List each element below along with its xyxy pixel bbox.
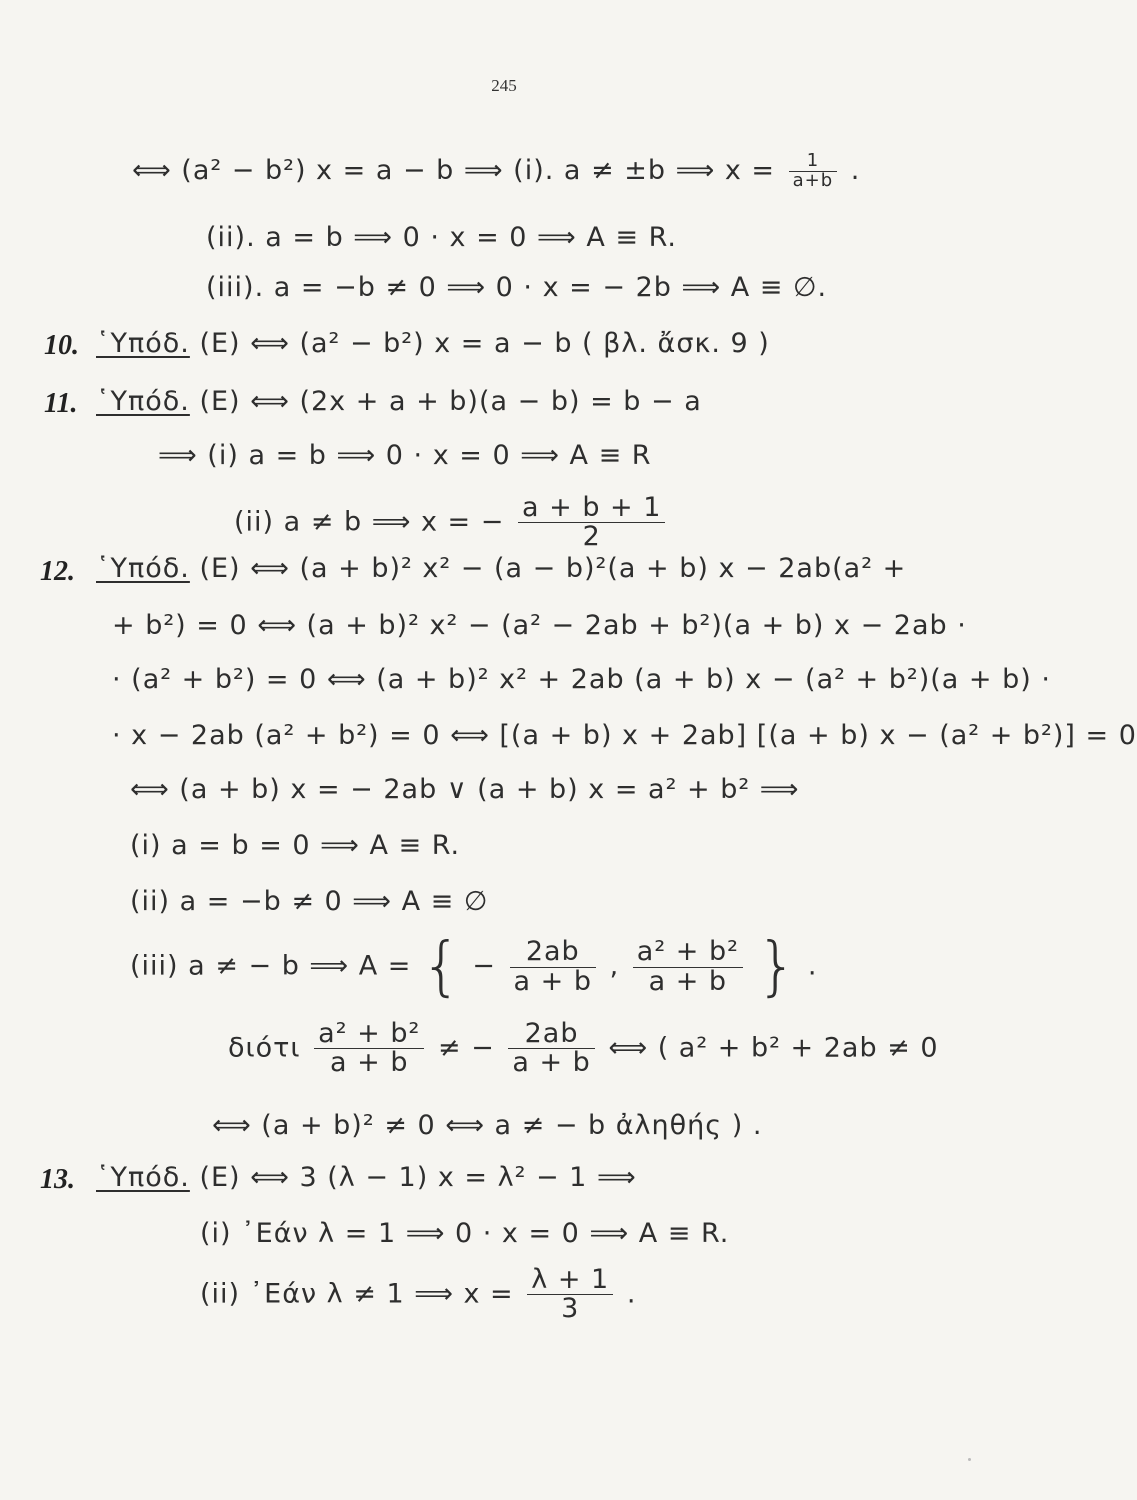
- equation-text: .: [626, 1278, 637, 1310]
- equation-text: (ii) ᾽Εάν λ ≠ 1 ⟹ x =: [200, 1278, 514, 1310]
- fraction-denominator: a + b: [513, 965, 592, 997]
- equation-text: (iii) a ≠ − b ⟹ A =: [130, 950, 412, 982]
- fraction-denominator: a + b: [512, 1047, 591, 1079]
- equation-line: (iii). a = −b ≠ 0 ⟹ 0 · x = − 2b ⟹ A ≡ ∅.: [206, 272, 828, 303]
- equation-text: .: [850, 154, 861, 186]
- equation-line: (ii) a = −b ≠ 0 ⟹ A ≡ ∅: [130, 886, 489, 917]
- equation-text: (ii) a ≠ b ⟹ x = −: [234, 506, 505, 538]
- equation-line: ⟹ (i) a = b ⟹ 0 · x = 0 ⟹ A ≡ R: [158, 440, 652, 471]
- equation-line: (i) a = b = 0 ⟹ A ≡ R.: [130, 830, 461, 861]
- exercise-number: 11.: [44, 388, 78, 419]
- fraction: [518, 494, 665, 552]
- equation-line: · (a² + b²) = 0 ⟺ (a + b)² x² + 2ab (a + b) x − (a² + b²)(a + b) ·: [112, 664, 1051, 695]
- equation-text: (E) ⟺ 3 (λ − 1) x = λ² − 1 ⟹: [199, 1162, 637, 1193]
- page-number: 245: [491, 76, 517, 95]
- equation-text: .: [807, 950, 818, 982]
- equation-line: (ii). a = b ⟹ 0 · x = 0 ⟹ A ≡ R.: [206, 222, 677, 253]
- equation-text: ⟺ (a² − b²) x = a − b ⟹ (i). a ≠ ±b ⟹ x =: [132, 154, 776, 186]
- equation-text: ≠ −: [437, 1032, 495, 1064]
- exercise-number: 13.: [40, 1164, 75, 1195]
- fraction-numerator: 2ab: [510, 938, 596, 967]
- fraction: [314, 1020, 424, 1078]
- fraction: [508, 1020, 594, 1078]
- fraction-numerator: 2ab: [508, 1020, 594, 1049]
- exercise-number: 10.: [44, 330, 79, 361]
- equation-line: [96, 1162, 637, 1193]
- equation-line: · x − 2ab (a² + b²) = 0 ⟺ [(a + b) x + 2ab] [(a + b) x − (a² + b²)] = 0: [112, 720, 1137, 751]
- equation-text: (E) ⟺ (a² − b²) x = a − b ( βλ. ἄσκ. 9 ): [199, 328, 770, 359]
- equation-line: (i) ᾽Εάν λ = 1 ⟹ 0 · x = 0 ⟹ A ≡ R.: [200, 1218, 730, 1249]
- equation-line: [228, 1020, 939, 1078]
- hint-heading: ῾Υπόδ.: [96, 386, 190, 417]
- fraction-denominator: 3: [561, 1293, 580, 1325]
- fraction-denominator: a + b: [648, 965, 728, 997]
- hint-heading: ῾Υπόδ.: [96, 553, 190, 584]
- hint-heading: ῾Υπόδ.: [96, 328, 190, 359]
- fraction-numerator: a + b + 1: [518, 494, 665, 523]
- fraction: [789, 152, 838, 191]
- fraction: [510, 938, 596, 996]
- equation-text: διότι: [228, 1032, 301, 1064]
- right-brace: }: [756, 930, 799, 1004]
- equation-line: [96, 553, 906, 584]
- fraction-denominator: a + b: [329, 1047, 409, 1079]
- equation-text: ⟺ ( a² + b² + 2ab ≠ 0: [608, 1032, 939, 1064]
- equation-text: −: [472, 950, 496, 982]
- fraction-numerator: λ + 1: [527, 1266, 613, 1295]
- equation-line: [132, 152, 860, 191]
- fraction-numerator: 1: [789, 152, 838, 172]
- fraction: [527, 1266, 613, 1324]
- equation-line: ⟺ (a + b)² ≠ 0 ⟺ a ≠ − b ἀληθής ) .: [212, 1110, 763, 1141]
- equation-line: [200, 1266, 636, 1324]
- hint-heading: ῾Υπόδ.: [96, 1162, 190, 1193]
- fraction: [633, 938, 743, 996]
- exercise-number: 12.: [40, 556, 75, 587]
- equation-line: [130, 930, 817, 1004]
- left-brace: {: [420, 930, 463, 1004]
- fraction-numerator: a² + b²: [314, 1020, 424, 1049]
- equation-line: ⟺ (a + b) x = − 2ab ∨ (a + b) x = a² + b² ⟹: [130, 774, 800, 805]
- equation-text: ,: [609, 950, 620, 982]
- equation-text: (E) ⟺ (2x + a + b)(a − b) = b − a: [199, 386, 702, 417]
- fraction-denominator: a+b: [792, 169, 834, 191]
- fraction-numerator: a² + b²: [633, 938, 743, 967]
- equation-line: [96, 386, 702, 417]
- equation-line: [96, 328, 770, 359]
- equation-line: + b²) = 0 ⟺ (a + b)² x² − (a² − 2ab + b²)(a + b) x − 2ab ·: [112, 610, 967, 641]
- paper-speck: [968, 1458, 971, 1461]
- equation-line: [234, 494, 669, 552]
- fraction-denominator: 2: [582, 521, 601, 553]
- equation-text: (E) ⟺ (a + b)² x² − (a − b)²(a + b) x − 2ab(a² +: [199, 553, 907, 584]
